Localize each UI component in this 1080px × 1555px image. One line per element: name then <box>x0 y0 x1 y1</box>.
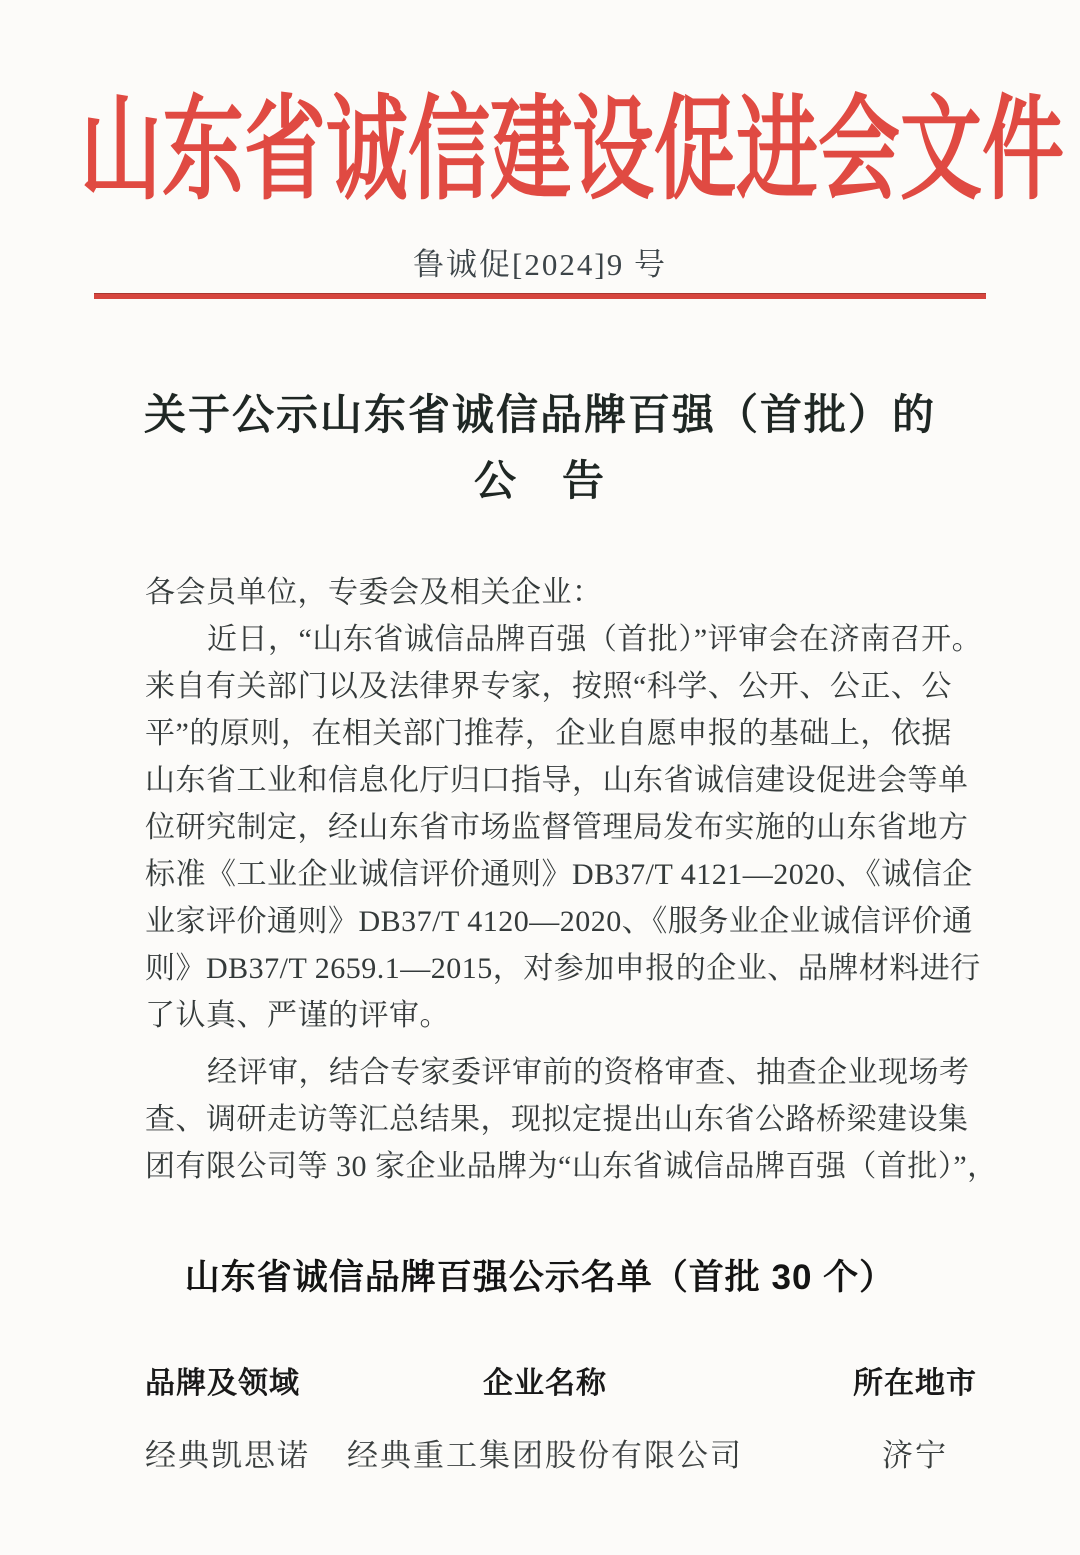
table-row <box>145 1430 985 1475</box>
cell-company: 经典重工集团股份有限公司 <box>347 1438 743 1473</box>
table-header-row <box>145 1358 985 1402</box>
column-header-brand-field: 品牌及领域 <box>145 1367 300 1400</box>
red-separator-line <box>94 293 986 299</box>
doc-number: 鲁诚促[2024]9 号 <box>413 247 667 282</box>
body-line: 团有限公司等 30 家企业品牌为“山东省诚信品牌百强（首批）”， <box>145 1150 998 1183</box>
cell-city: 济宁 <box>882 1438 948 1473</box>
column-header-company-name: 企业名称 <box>483 1367 607 1400</box>
cell-brand: 经典凯思诺 <box>145 1438 310 1473</box>
body-paragraph-2 <box>145 1049 998 1190</box>
body-line: 经评审，结合专家委评审前的资格审查、抽查企业现场考 <box>207 1056 970 1089</box>
body-line: 查、调研走访等汇总结果，现拟定提出山东省公路桥梁建设集 <box>145 1103 969 1136</box>
letterhead-title: 山东省诚信建设促进会文件 <box>80 87 1065 214</box>
body-line: 位研究制定，经山东省市场监督管理局发布实施的山东省地方 <box>145 811 969 844</box>
salutation: 各会员单位，专委会及相关企业： <box>145 576 603 609</box>
body-line: 山东省工业和信息化厅归口指导，山东省诚信建设促进会等单 <box>145 764 969 797</box>
body-line: 了认真、严谨的评审。 <box>145 999 450 1032</box>
body-line: 近日，“山东省诚信品牌百强（首批）”评审会在济南召开。 <box>207 623 983 656</box>
body-paragraph-1 <box>145 616 983 1039</box>
public-list-heading: 山东省诚信品牌百强公示名单（首批 30 个） <box>184 1258 896 1297</box>
document-body <box>145 569 998 1190</box>
column-header-city: 所在地市 <box>853 1367 977 1400</box>
body-line: 则》DB37/T 2659.1—2015，对参加申报的企业、品牌材料进行 <box>145 952 981 985</box>
body-line: 平”的原则，在相关部门推荐，企业自愿申报的基础上，依据 <box>145 717 952 750</box>
document-title-line2: 公 告 <box>473 459 606 505</box>
body-line: 业家评价通则》DB37/T 4120—2020、《服务业企业诚信评价通 <box>145 905 973 938</box>
document-title <box>0 383 1080 515</box>
body-line: 标准《工业企业诚信评价通则》DB37/T 4121—2020、《诚信企 <box>145 858 973 891</box>
brand-list-table <box>145 1358 985 1475</box>
document-title-line1: 关于公示山东省诚信品牌百强（首批）的 <box>143 393 936 439</box>
body-line: 来自有关部门以及法律界专家，按照“科学、公开、公正、公 <box>145 670 952 703</box>
